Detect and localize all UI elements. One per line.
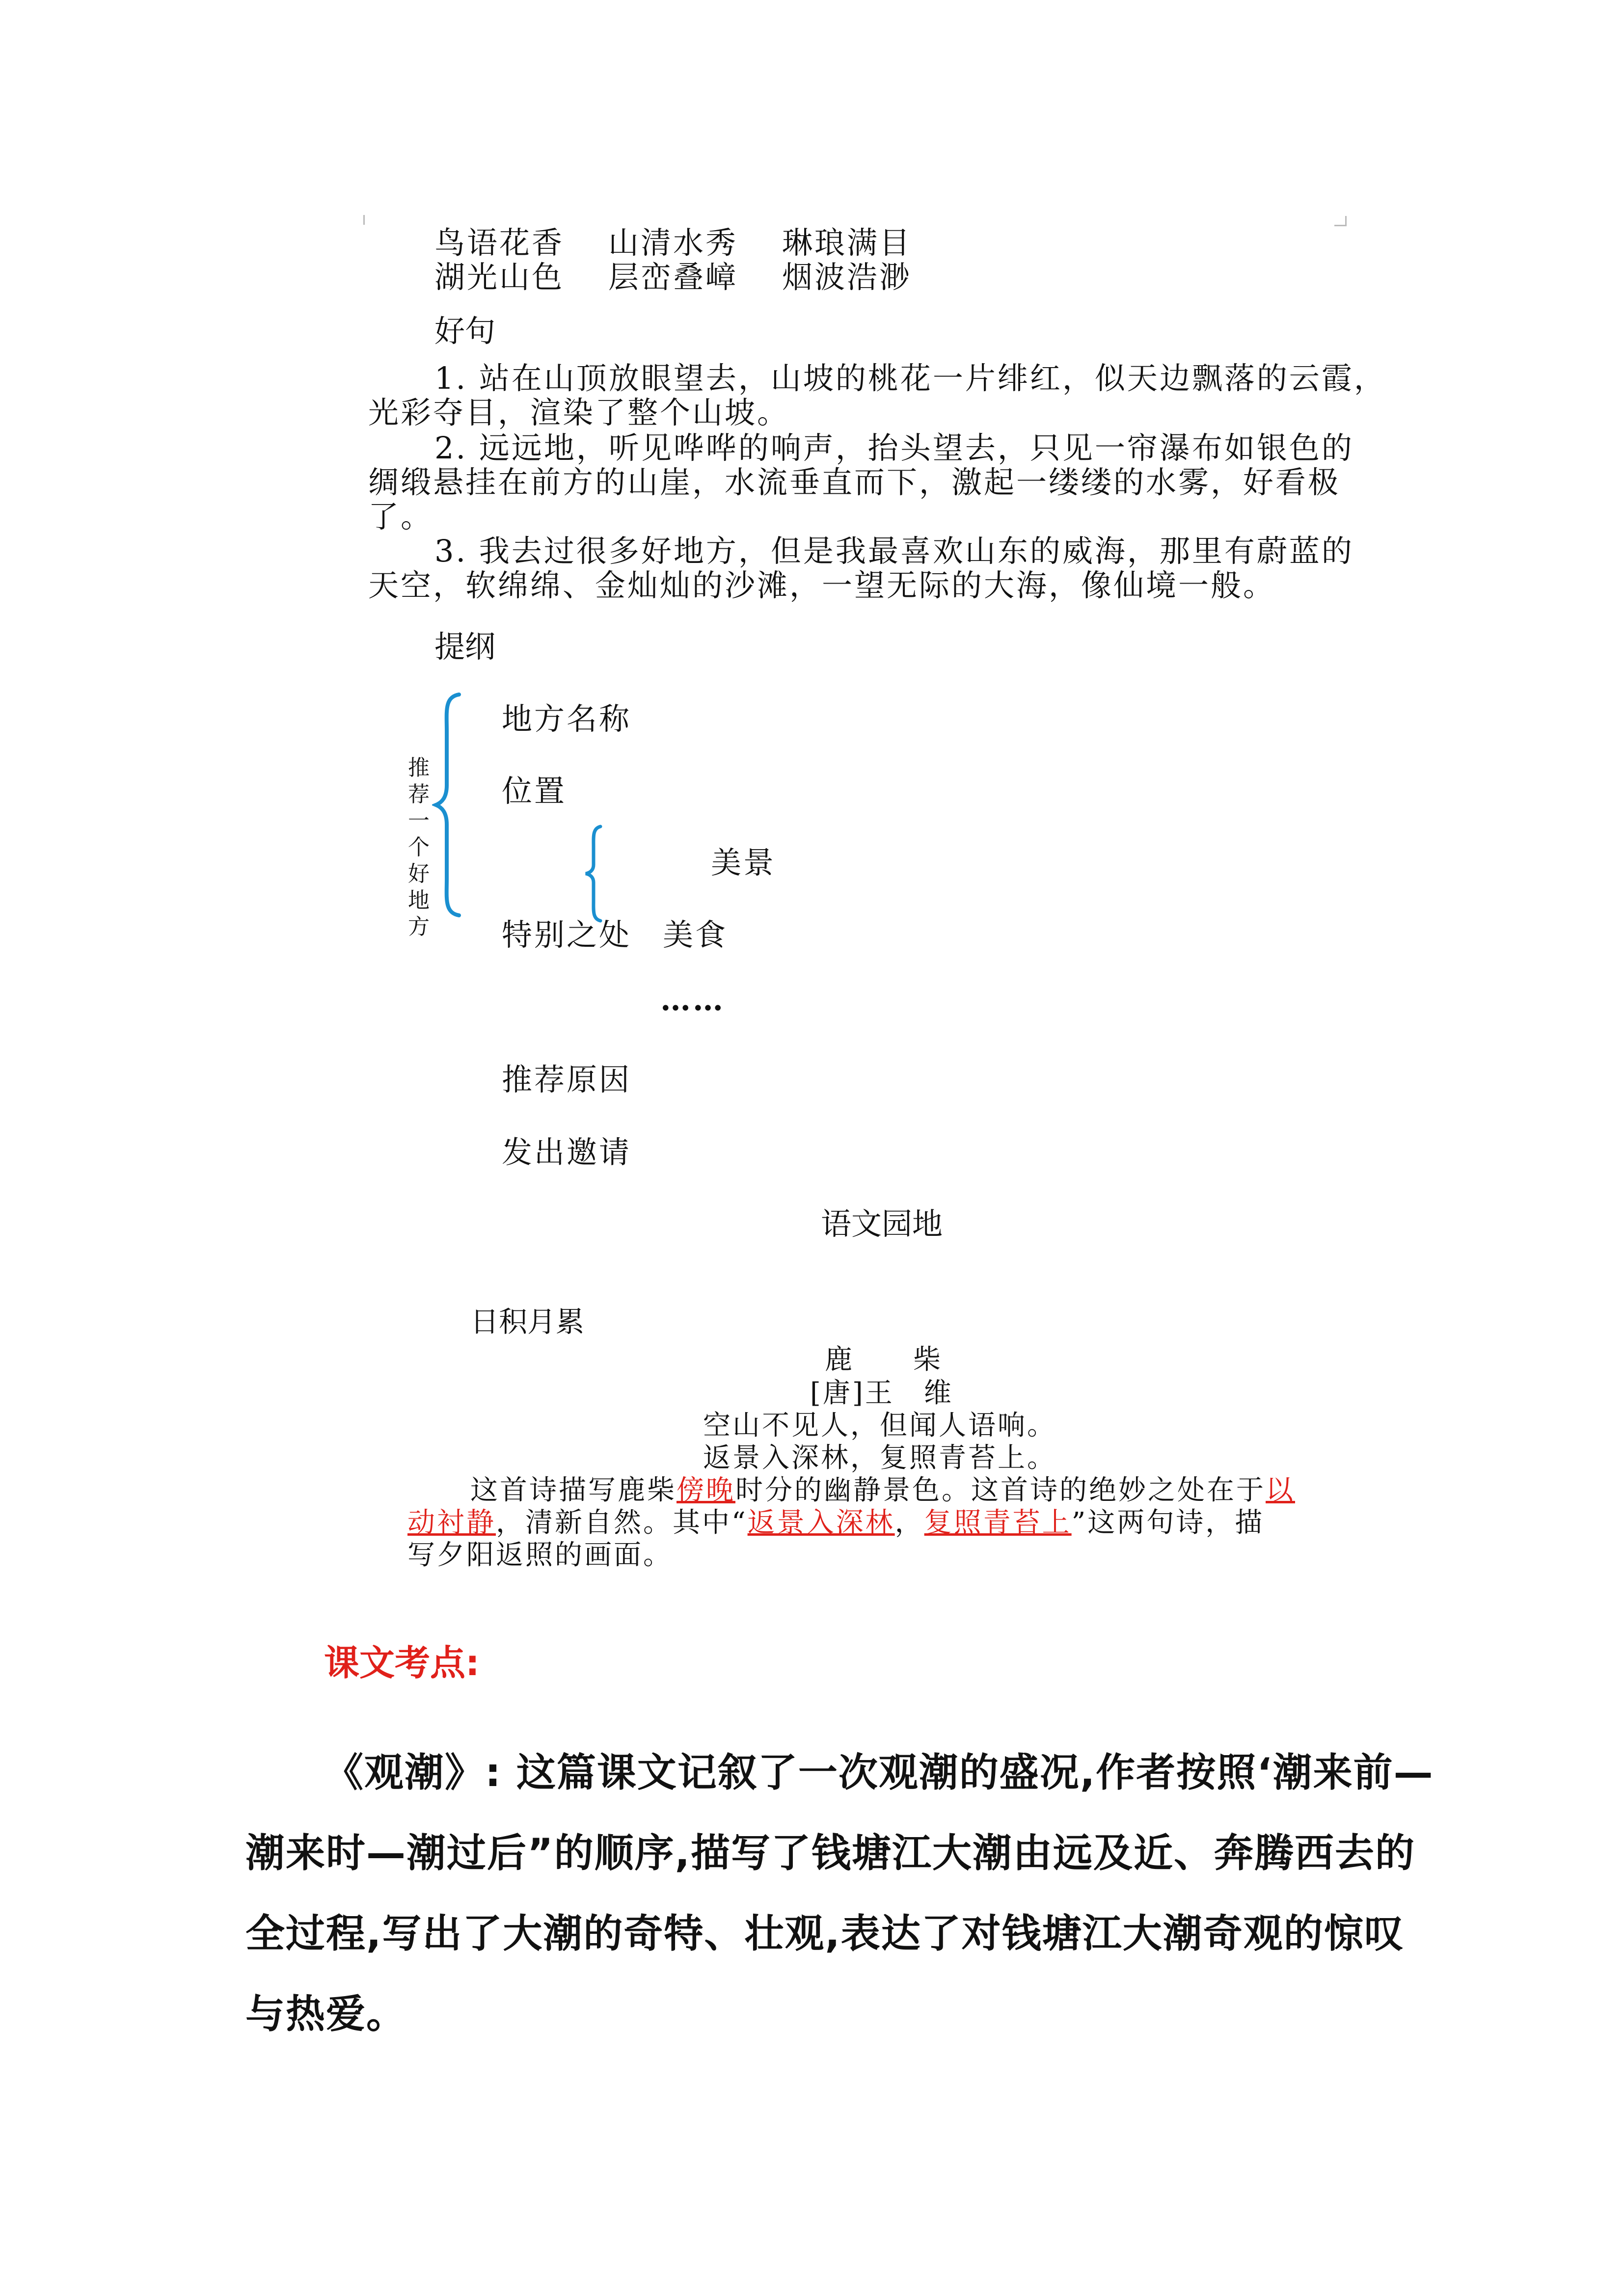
analysis-highlight: 复照青苔上 [924, 1507, 1072, 1539]
outline-item-location: 位置 [502, 773, 567, 809]
exam-points-line-1: 《观潮》: 这篇课文记叙了一次观潮的盛况,作者按照‘潮来前— [324, 1750, 1434, 1795]
outline-side-label: 推荐一个好地方 [408, 755, 430, 939]
word: 湖光山色 [434, 259, 565, 295]
analysis-highlight: 以 [1266, 1474, 1295, 1506]
outline-sub-brace [582, 825, 606, 923]
word: 烟波浩渺 [782, 259, 912, 295]
word: 琳琅满目 [782, 225, 912, 261]
garden-title: 语文园地 [821, 1206, 943, 1242]
poem-line-1: 空山不见人，但闻人语响。 [703, 1410, 1056, 1442]
outline-item-reason: 推荐原因 [502, 1062, 632, 1097]
exam-points-line-3: 全过程,写出了大潮的奇特、壮观,表达了对钱塘江大潮奇观的惊叹 [245, 1911, 1405, 1956]
word: 层峦叠嶂 [608, 259, 738, 295]
sentence-2-line-1: 2. 远远地，听见哗哗的响声，抬头望去，只见一帘瀑布如银色的 [434, 430, 1354, 466]
analysis-line-3: 写夕阳返照的画面。 [407, 1539, 673, 1571]
analysis-text: 这首诗描写鹿柴 [470, 1474, 677, 1506]
analysis-line-2 [407, 1507, 1264, 1539]
word: 鸟语花香 [434, 225, 565, 261]
analysis-highlight: 动衬静 [407, 1507, 496, 1539]
poem-title: 鹿 柴 [825, 1344, 943, 1376]
analysis-highlight: 返景入深林 [747, 1507, 895, 1539]
analysis-text: ，清新自然。其中“ [496, 1507, 748, 1539]
outline-main-brace [432, 692, 466, 918]
outline-item-invite: 发出邀请 [502, 1134, 632, 1170]
sentence-1-line-1: 1. 站在山顶放眼望去，山坡的桃花一片绯红，似天边飘落的云霞， [434, 360, 1386, 396]
analysis-text: 时分的幽静景色。这首诗的绝妙之处在于 [735, 1474, 1266, 1506]
outline-item-name: 地方名称 [502, 701, 632, 737]
poem-line-2: 返景入深林，复照青苔上。 [703, 1442, 1056, 1474]
analysis-text: ”这两句诗，描 [1071, 1507, 1265, 1539]
poem-author: [唐]王 维 [810, 1377, 953, 1409]
words-row-2 [434, 253, 956, 296]
word: 山清水秀 [608, 225, 738, 261]
sentence-2-line-2: 绸缎悬挂在前方的山崖，水流垂直而下，激起一缕缕的水雾，好看极 [368, 464, 1341, 500]
analysis-line-1 [470, 1474, 1295, 1507]
outline-item-food: 美食 [663, 917, 728, 953]
exam-points-title: 课文考点: [324, 1642, 480, 1683]
sentence-3-line-1: 3. 我去过很多好地方，但是我最喜欢山东的威海，那里有蔚蓝的 [434, 533, 1354, 569]
exam-points-line-2: 潮来时—潮过后”的顺序,描写了钱塘江大潮由远及近、奔腾西去的 [245, 1830, 1415, 1876]
sentence-3-line-2: 天空，软绵绵、金灿灿的沙滩，一望无际的大海，像仙境一般。 [368, 567, 1276, 603]
outline-item-more: …… [660, 982, 725, 1017]
outline-item-special: 特别之处 [502, 917, 632, 953]
analysis-text: ， [894, 1507, 924, 1539]
outline-item-scenery: 美景 [711, 845, 776, 881]
garden-subheading: 日积月累 [470, 1305, 585, 1338]
sentence-2-line-3: 了。 [368, 499, 433, 534]
crop-mark-right [1334, 216, 1347, 226]
analysis-highlight: 傍晚 [677, 1474, 735, 1506]
exam-points-line-4: 与热爱。 [245, 1991, 406, 2037]
crop-mark-left [363, 215, 365, 225]
outline-heading: 提纲 [434, 629, 496, 665]
sentence-1-line-2: 光彩夺目，渲染了整个山坡。 [368, 395, 790, 430]
good-sentences-heading: 好句 [434, 313, 496, 349]
